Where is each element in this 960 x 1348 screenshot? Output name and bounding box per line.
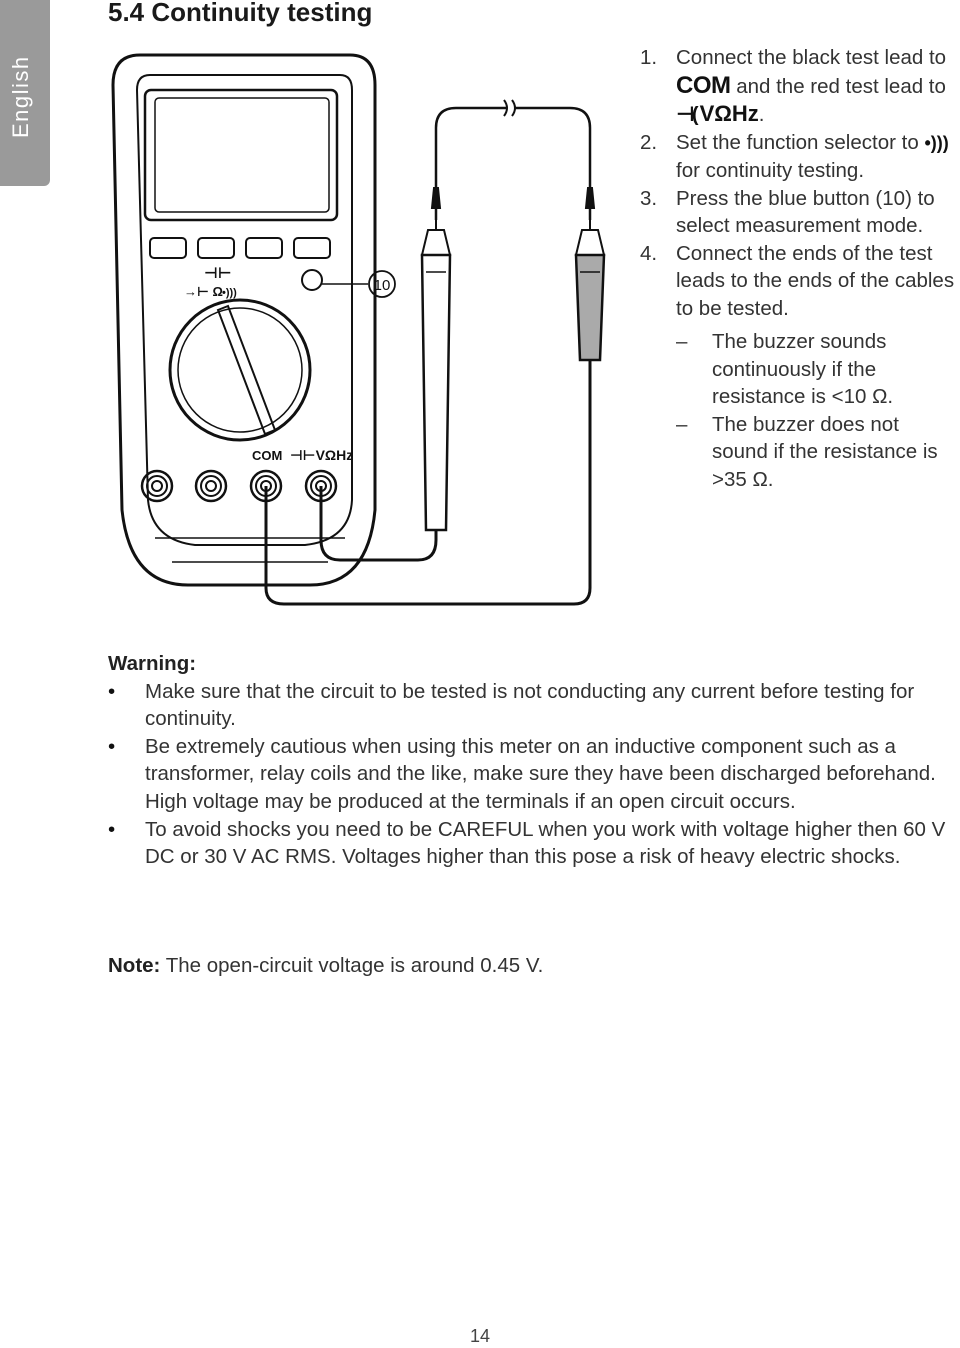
sub-item <box>676 411 958 494</box>
language-tab <box>0 0 50 186</box>
bullet-icon <box>108 678 145 733</box>
warning-item <box>108 678 958 733</box>
capacitor-icon: ⊣( <box>676 103 696 126</box>
dash: – <box>676 330 688 353</box>
meter-inner-panel <box>137 75 352 545</box>
step-number: 1. <box>640 46 658 69</box>
sub-item <box>676 328 958 411</box>
step-text: and the red test lead to <box>736 74 946 98</box>
meter-display <box>145 90 337 220</box>
red-test-lead <box>321 486 436 560</box>
blue-button <box>302 270 322 290</box>
jack-1 <box>142 471 172 501</box>
step-number: 2. <box>640 130 658 154</box>
vohz-symbol: VΩHz <box>699 101 759 126</box>
note-label: Note: <box>108 954 161 977</box>
probe-right <box>576 188 604 360</box>
dial-symbol-cap: ⊣⊢ <box>204 265 232 282</box>
warning-heading: Warning: <box>108 652 197 675</box>
meter-body <box>113 55 375 585</box>
step-number: 4. <box>640 241 658 265</box>
note-text: The open-circuit voltage is around 0.45 V. <box>160 954 544 977</box>
bullet-icon <box>108 816 145 871</box>
steps-list <box>640 44 958 493</box>
function-button-1 <box>150 238 186 258</box>
function-button-3 <box>246 238 282 258</box>
step-number: 3. <box>640 186 658 210</box>
warning-item <box>108 816 958 871</box>
language-tab-label: English <box>8 55 33 138</box>
multimeter-illustration <box>100 40 620 620</box>
dial-symbol-buzzer: •))) <box>222 287 237 299</box>
jack-2 <box>196 471 226 501</box>
function-button-2 <box>198 238 234 258</box>
lead-cable-top <box>436 108 506 220</box>
step-1 <box>640 44 958 129</box>
step-text: Connect the ends of the test leads to the ends of the cables to be tested. <box>676 241 955 320</box>
step-text: for continuity testing. <box>676 159 865 182</box>
jack-label-com: COM <box>252 448 283 463</box>
dash: – <box>676 412 688 436</box>
step-4 <box>640 240 958 323</box>
jack-label-vohz: ⊣⊢VΩHz <box>290 447 354 463</box>
warning-item-text: Make sure that the circuit to be tested is not conducting any current before testing for continuity. <box>145 679 915 731</box>
section-title: 5.4 Continuity testing <box>108 0 373 27</box>
step-text: Connect the black test lead to <box>676 46 947 69</box>
page-number: 14 <box>469 1326 491 1346</box>
step-4-sub-items <box>676 328 958 493</box>
sub-item-text: The buzzer sounds continuously if the resistance is <10 Ω. <box>712 330 894 408</box>
bullet-icon <box>108 733 145 816</box>
warning-item-text: Be extremely cautious when using this meter on an inductive component such as a transformer, relay coils and the like, make sure they have been discharged beforehand. High voltage may be produced at the terminals if an open circuit occurs. <box>145 734 936 813</box>
step-text: Press the blue button (10) to select measurement mode. <box>676 186 935 237</box>
dial-symbol-diode-ohm: →⊢ Ω <box>184 284 223 299</box>
sub-item-text: The buzzer does not sound if the resistance is >35 Ω. <box>712 412 938 491</box>
warning-item <box>108 733 958 816</box>
dial-pointer <box>218 306 275 434</box>
note <box>108 954 543 978</box>
step-text: Set the function selector to <box>676 130 919 154</box>
step-3 <box>640 185 958 240</box>
probe-left <box>422 188 450 530</box>
black-test-lead <box>266 360 590 604</box>
step-2 <box>640 129 958 185</box>
step-text: . <box>758 103 765 126</box>
warning-item-text: To avoid shocks you need to be CAREFUL when you work with voltage higher then 60 V DC or 30 V AC RMS. Voltages higher than this pose a risk of heavy electric shocks. <box>145 817 946 869</box>
warning-block <box>108 650 958 871</box>
buzzer-icon: •))) <box>924 132 949 153</box>
function-button-4 <box>294 238 330 258</box>
com-symbol: COM <box>676 71 731 99</box>
callout-10-label: 10 <box>373 277 391 294</box>
